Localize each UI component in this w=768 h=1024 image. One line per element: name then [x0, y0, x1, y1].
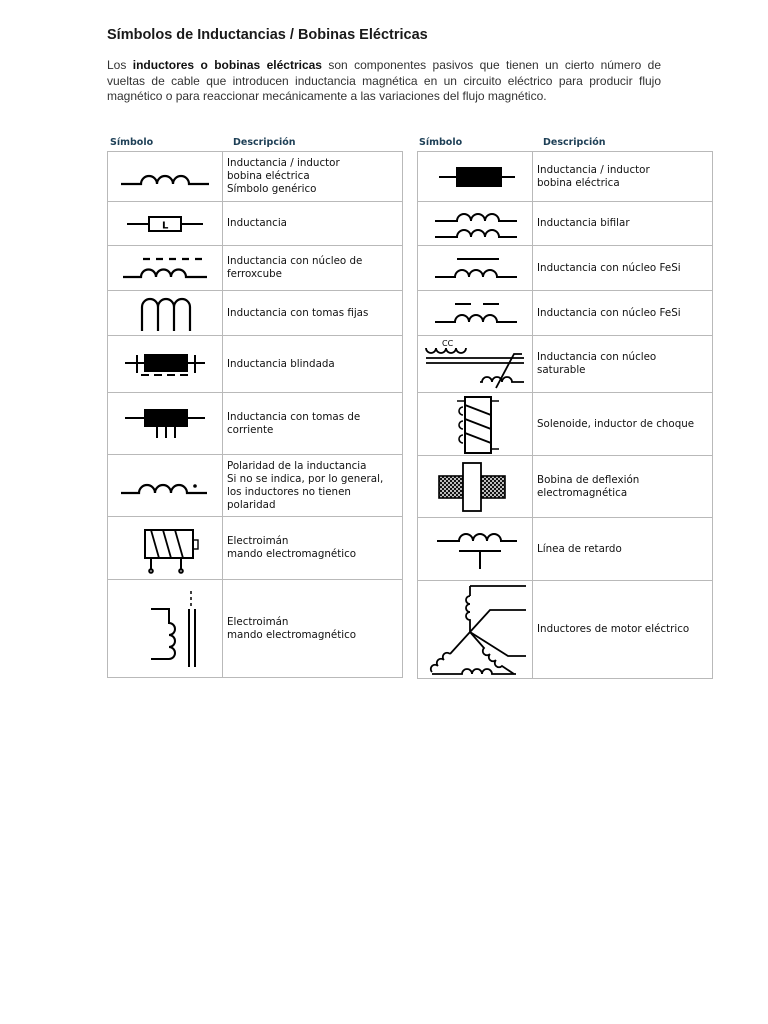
saturable-core-label: CC [442, 339, 454, 348]
symbol-cell [418, 456, 533, 518]
description-line: Inductancia con núcleo FeSi [537, 261, 681, 274]
description-line: Inductores de motor eléctrico [537, 623, 690, 635]
left-symbol-table [107, 151, 403, 678]
inductor-fixed-taps-icon [115, 293, 215, 333]
inductor-saturable-core-icon [422, 338, 528, 390]
description-line: Inductancia con núcleo [537, 351, 657, 363]
description-line: Electroimán [227, 535, 289, 547]
description-line: Símbolo genérico [227, 183, 317, 195]
symbol-cell [108, 455, 223, 517]
description-cell [223, 455, 403, 517]
intro-text-start: Los [107, 58, 133, 72]
description-line: Solenoide, inductor de choque [537, 417, 695, 430]
description-line: saturable [537, 364, 586, 376]
description-line: Inductancia bifilar [537, 217, 630, 229]
symbol-cell [418, 518, 533, 581]
description-line: los inductores no tienen [227, 485, 351, 498]
description-line: ferroxcube [227, 268, 282, 280]
motor-inductors-icon [420, 582, 530, 678]
table-row [108, 152, 403, 202]
description-line: Inductancia con núcleo de [227, 255, 363, 267]
description-line: bobina eléctrica [537, 176, 620, 189]
symbol-cell [418, 336, 533, 393]
description-line: mando electromagnético [227, 628, 357, 641]
symbol-cell [418, 291, 533, 336]
description-line: electromagnética [537, 486, 628, 499]
symbol-cell [108, 393, 223, 455]
description-cell [533, 246, 713, 291]
right-symbol-header: Símbolo [419, 137, 463, 148]
symbol-cell [108, 517, 223, 580]
description-line: bobina eléctrica [227, 170, 310, 182]
inductor-current-taps-icon [115, 406, 215, 442]
description-line: Inductancia [227, 217, 287, 229]
description-cell [223, 202, 403, 246]
table-row [108, 455, 403, 517]
symbol-cell [418, 581, 533, 679]
description-cell [533, 336, 713, 393]
description-cell [533, 202, 713, 246]
description-line: Inductancia / inductor [227, 157, 340, 169]
inductor-generic-icon [115, 162, 215, 192]
table-row [108, 291, 403, 336]
right-description-header: Descripción [543, 137, 606, 148]
electromagnet-icon [115, 520, 215, 576]
description-line: Electroimán [227, 615, 289, 628]
description-line: Bobina de deflexión [537, 473, 640, 486]
description-line: Inductancia con núcleo FeSi [537, 306, 681, 319]
description-line: mando electromagnético [227, 548, 357, 560]
inductor-box-L-icon [115, 209, 215, 239]
symbol-cell [108, 580, 223, 678]
delay-line-icon [425, 527, 525, 571]
description-cell [533, 152, 713, 202]
inductor-bifilar-icon [425, 207, 525, 241]
description-cell [533, 581, 713, 679]
table-row [108, 393, 403, 455]
table-row [418, 456, 713, 518]
symbol-cell [108, 202, 223, 246]
description-cell [533, 456, 713, 518]
symbol-cell [418, 152, 533, 202]
symbol-cell [418, 393, 533, 456]
description-line: corriente [227, 423, 274, 436]
svg-text:L: L [162, 220, 169, 231]
deflection-coil-icon [425, 459, 525, 515]
description-line: Si no se indica, por lo general, [227, 472, 384, 485]
description-cell [223, 393, 403, 455]
description-cell [533, 291, 713, 336]
symbol-cell [108, 291, 223, 336]
description-cell [223, 580, 403, 678]
left-symbol-header: Símbolo [110, 137, 154, 148]
table-row [418, 336, 713, 393]
description-line: polaridad [227, 498, 276, 511]
description-line: Línea de retardo [537, 542, 622, 555]
symbol-cell [108, 336, 223, 393]
symbol-cell [418, 202, 533, 246]
description-cell [223, 152, 403, 202]
symbol-cell [418, 246, 533, 291]
inductor-filled-box-icon [425, 162, 525, 192]
right-symbol-table [417, 151, 713, 679]
table-row [418, 291, 713, 336]
inductor-fesi-split-core-icon [425, 298, 525, 328]
table-row [108, 517, 403, 580]
table-row [108, 246, 403, 291]
inductor-polarity-icon [115, 471, 215, 501]
description-cell [533, 393, 713, 456]
table-row [418, 581, 713, 679]
description-line: Inductancia / inductor [537, 163, 650, 176]
inductor-shielded-icon [115, 347, 215, 381]
table-row [418, 246, 713, 291]
table-row [418, 202, 713, 246]
inductor-ferroxcube-core-icon [115, 253, 215, 283]
left-description-header: Descripción [233, 137, 296, 148]
description-line: Polaridad de la inductancia [227, 459, 367, 472]
table-row [108, 202, 403, 246]
table-row [418, 518, 713, 581]
description-line: Inductancia blindada [227, 357, 335, 370]
table-row [108, 580, 403, 678]
electromagnet-relay-icon [115, 587, 215, 671]
description-cell [223, 336, 403, 393]
table-row [418, 393, 713, 456]
symbol-cell [108, 152, 223, 202]
page-title: Símbolos de Inductancias / Bobinas Eléctricas [107, 27, 428, 43]
description-cell [223, 517, 403, 580]
description-cell [223, 246, 403, 291]
intro-paragraph [107, 58, 661, 105]
inductor-fesi-core-icon [425, 253, 525, 283]
table-row [108, 336, 403, 393]
description-cell [533, 518, 713, 581]
description-line: Inductancia con tomas fijas [227, 306, 369, 319]
intro-bold-term: inductores o bobinas eléctricas [132, 58, 322, 72]
table-row [418, 152, 713, 202]
description-cell [223, 291, 403, 336]
intro-text-rest: son componentes pasivos que tienen un cierto número de vueltas de cable que introducen inductancia magnética en un circuito eléctrico para producir flujo magnético o para reaccionar mecánicamente a las variaciones del flujo magnético. [107, 58, 661, 103]
description-line: Inductancia con tomas de [227, 410, 361, 423]
symbol-cell [108, 246, 223, 291]
solenoid-icon [425, 393, 525, 455]
